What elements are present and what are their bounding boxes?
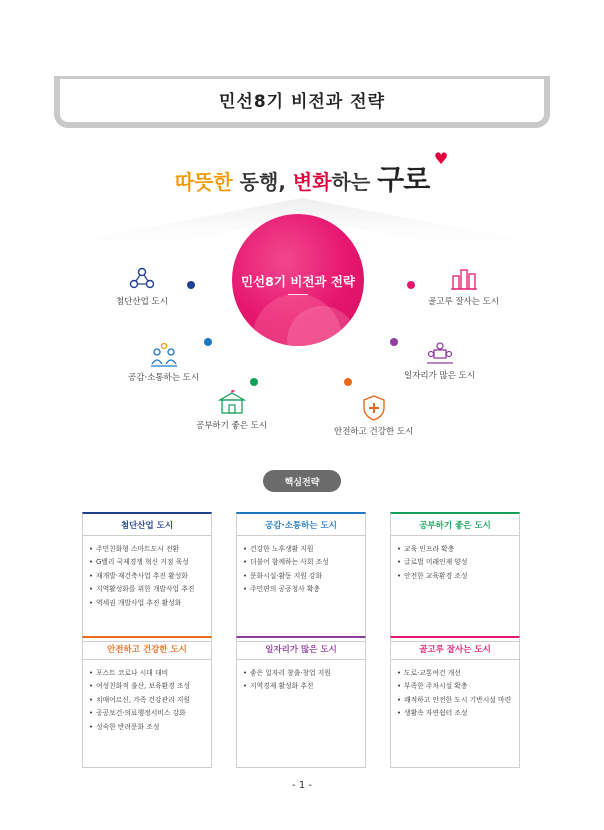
dot-education <box>250 378 258 386</box>
list-item: • 치매어르신, 가족 건강관리 지원 <box>89 694 207 707</box>
list-item: • 역세권 개발사업 추진 활성화 <box>89 597 207 610</box>
card-jobs <box>236 636 366 768</box>
heart-icon: ♥ <box>433 149 448 168</box>
center-circle <box>232 214 364 346</box>
list-item: • 글로벌 미래인재 양성 <box>397 556 515 569</box>
workers-icon <box>425 340 455 366</box>
list-item: • G밸리 국제경쟁 혁신 거점 육성 <box>89 556 207 569</box>
card-title: 공부하기 좋은 도시 <box>390 512 520 536</box>
list-item: • 교육 인프라 확충 <box>397 543 515 556</box>
list-item: • 쾌적하고 안전한 도시 기반시설 마련 <box>397 694 515 707</box>
people-talk-icon <box>149 342 179 368</box>
shield-icon <box>360 394 388 422</box>
slogan-part4: 하는 <box>331 170 378 194</box>
satellite-label: 첨단산업 도시 <box>116 297 168 307</box>
list-item: • 문화시설·활동 지원 강화 <box>243 570 361 583</box>
list-item: • 주민친화형 스마트도시 전환 <box>89 543 207 556</box>
list-item: • 좋은 일자리 창출·창업 지원 <box>243 667 361 680</box>
satellite-label: 골고루 잘사는 도시 <box>428 297 500 307</box>
satellite-communication <box>128 342 199 383</box>
satellite-label: 공부하기 좋은 도시 <box>196 421 268 431</box>
title-top-line <box>54 76 550 79</box>
card-body <box>82 660 212 768</box>
list-item: • 지역활성화를 위한 개발사업 추진 <box>89 583 207 596</box>
card-body <box>390 536 520 642</box>
slogan-part1: 따뜻한 <box>174 170 233 194</box>
city-icon <box>449 266 479 292</box>
list-item: • 더불어 함께하는 사회 조성 <box>243 556 361 569</box>
list-item: • 성숙한 반려문화 조성 <box>89 721 207 734</box>
card-body <box>82 536 212 642</box>
slogan <box>0 149 604 198</box>
card-title: 일자리가 많은 도시 <box>236 636 366 660</box>
card-body <box>236 660 366 768</box>
card-prosperity <box>390 636 520 768</box>
satellite-prosperity <box>428 266 499 307</box>
satellite-label: 안전하고 건강한 도시 <box>334 427 414 437</box>
page-number: - 1 - <box>292 780 312 791</box>
card-advanced-industry <box>82 512 212 642</box>
list-item: • 주민편의 공공청사 확충 <box>243 583 361 596</box>
satellite-safety <box>334 394 413 437</box>
slogan-part3: 변화 <box>292 170 332 194</box>
list-item: • 안전한 교육환경 조성 <box>397 570 515 583</box>
list-item: • 포스트 코로나 시대 대비 <box>89 667 207 680</box>
dot-safety <box>344 378 352 386</box>
satellite-label: 공감·소통하는 도시 <box>128 373 200 383</box>
satellite-jobs <box>404 340 475 381</box>
card-title: 골고루 잘사는 도시 <box>390 636 520 660</box>
list-item: • 지역경제 활성화 추진 <box>243 680 361 693</box>
core-strategy-label: 핵심전략 <box>263 470 341 492</box>
dot-jobs <box>390 338 398 346</box>
card-communication <box>236 512 366 642</box>
satellite-education <box>196 390 267 431</box>
guro-logo <box>377 149 448 196</box>
list-item: • 공공보건·의료행정서비스 강화 <box>89 707 207 720</box>
satellite-advanced-industry <box>116 266 168 307</box>
list-item: • 생활속 자연쉼터 조성 <box>397 707 515 720</box>
card-title: 공감·소통하는 도시 <box>236 512 366 536</box>
page-title: 민선8기 비전과 전략 <box>218 91 386 112</box>
logo-text: 구로 <box>377 163 430 196</box>
card-safety <box>82 636 212 768</box>
card-title: 안전하고 건강한 도시 <box>82 636 212 660</box>
list-item: • 재개발·재건축사업 추진 활성화 <box>89 570 207 583</box>
center-label: 민선8기 비전과 전략 <box>240 274 355 289</box>
slogan-part2: 동행, <box>232 170 293 194</box>
card-title: 첨단산업 도시 <box>82 512 212 536</box>
list-item: • 도로·교통여건 개선 <box>397 667 515 680</box>
card-education <box>390 512 520 642</box>
card-body <box>236 536 366 642</box>
title-box <box>54 76 550 128</box>
list-item: • 부족한 주차시설 확충 <box>397 680 515 693</box>
list-item: • 건강한 노후생활 지원 <box>243 543 361 556</box>
card-body <box>390 660 520 768</box>
dot-communication <box>204 338 212 346</box>
list-item: • 여성친화적 출산, 보육환경 조성 <box>89 680 207 693</box>
dot-prosperity <box>407 281 415 289</box>
satellite-label: 일자리가 많은 도시 <box>404 371 476 381</box>
dot-advanced-industry <box>187 281 195 289</box>
molecule-icon <box>128 266 156 292</box>
school-icon <box>217 390 247 416</box>
